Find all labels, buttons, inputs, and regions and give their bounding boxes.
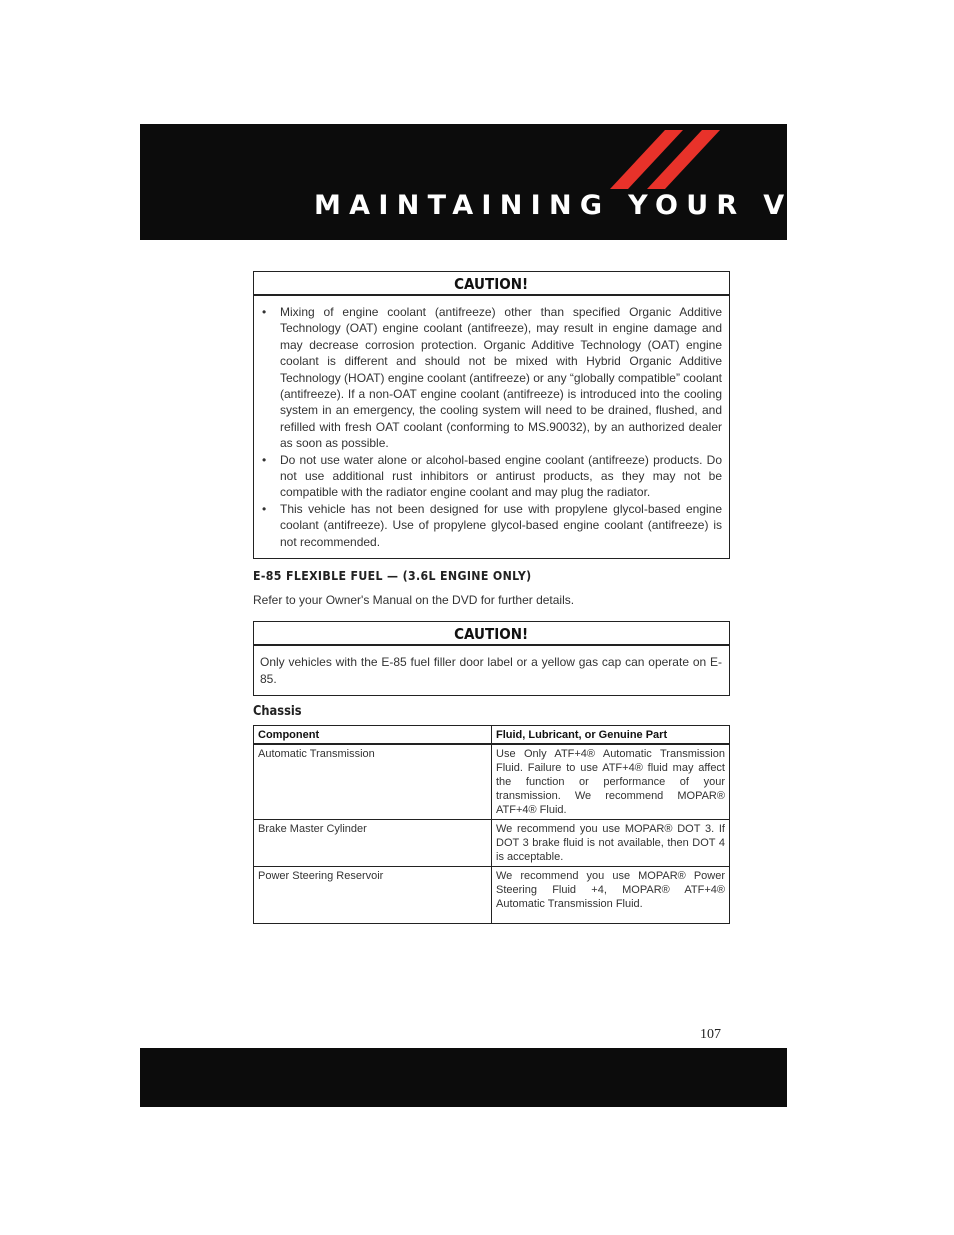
column-header-component: Component xyxy=(254,725,492,744)
table-row xyxy=(254,867,730,924)
caution-body xyxy=(254,296,729,558)
cell-component: Power Steering Reservoir xyxy=(254,867,492,924)
table-row xyxy=(254,744,730,820)
table-header-row xyxy=(254,725,730,744)
cell-fluid: We recommend you use MOPAR® Power Steering Fluid +4, MOPAR® ATF+4® Automatic Transmission Fluid. xyxy=(492,867,730,924)
cell-fluid: Use Only ATF+4® Automatic Transmission Fluid. Failure to use ATF+4® fluid may affect the function or performance of your transmission. We recommend MOPAR® ATF+4® Fluid. xyxy=(492,744,730,820)
caution-bullet-item: • Mixing of engine coolant (antifreeze) other than specified Organic Additive Technology (OAT) engine coolant (antifreeze), may result in engine damage and may decrease corrosion protection. Organic Additive Technology (OAT) engine coolant is different and should not be mixed with Hybrid Organic Additive Technology (HOAT) engine coolant (antifreeze) or any “globally compatible” coolant (antifreeze). If a non-OAT engine coolant (antifreeze) is introduced into the cooling system in an emergency, the cooling system will need to be drained, flushed, and refilled with fresh OAT coolant (conforming to MS.90032), by an authorized dealer as soon as possible. xyxy=(262,305,723,451)
chassis-table xyxy=(253,725,730,925)
cell-component: Brake Master Cylinder xyxy=(254,820,492,867)
cell-component: Automatic Transmission xyxy=(254,744,492,820)
caution-box-e85 xyxy=(253,621,730,696)
e85-paragraph: Refer to your Owner's Manual on the DVD for further details. xyxy=(253,593,575,608)
e85-section-heading: E-85 FLEXIBLE FUEL — (3.6L ENGINE ONLY) xyxy=(253,568,532,584)
table-row xyxy=(254,820,730,867)
chapter-title: MAINTAINING YOUR VEHICLE xyxy=(314,190,949,221)
caution-box-coolant xyxy=(253,271,730,559)
column-header-fluid: Fluid, Lubricant, or Genuine Part xyxy=(492,725,730,744)
footer-band xyxy=(140,1048,787,1107)
caution-heading: CAUTION! xyxy=(254,272,729,296)
chassis-heading: Chassis xyxy=(253,703,302,719)
caution-heading: CAUTION! xyxy=(254,622,729,646)
caution-body: Only vehicles with the E-85 fuel filler door label or a yellow gas cap can operate on E-85. xyxy=(260,655,722,686)
page-content xyxy=(253,271,730,924)
caution-bullet-item: • This vehicle has not been designed for use with propylene glycol-based engine coolant (antifreeze). Use of propylene glycol-based engine coolant (antifreeze) is not recommended. xyxy=(262,501,722,549)
brand-stripes-icon xyxy=(610,130,720,190)
cell-fluid: We recommend you use MOPAR® DOT 3. If DOT 3 brake fluid is not available, then DOT 4 is acceptable. xyxy=(492,820,730,867)
header-band xyxy=(140,124,949,240)
page-number: 107 xyxy=(700,1027,721,1042)
caution-bullet-item: • Do not use water alone or alcohol-based engine coolant (antifreeze) products. Do not use additional rust inhibitors or antirust products, as they may not be compatible with the radiator engine coolant and may plug the radiator. xyxy=(262,452,722,500)
caution-bullet-list xyxy=(260,304,722,550)
